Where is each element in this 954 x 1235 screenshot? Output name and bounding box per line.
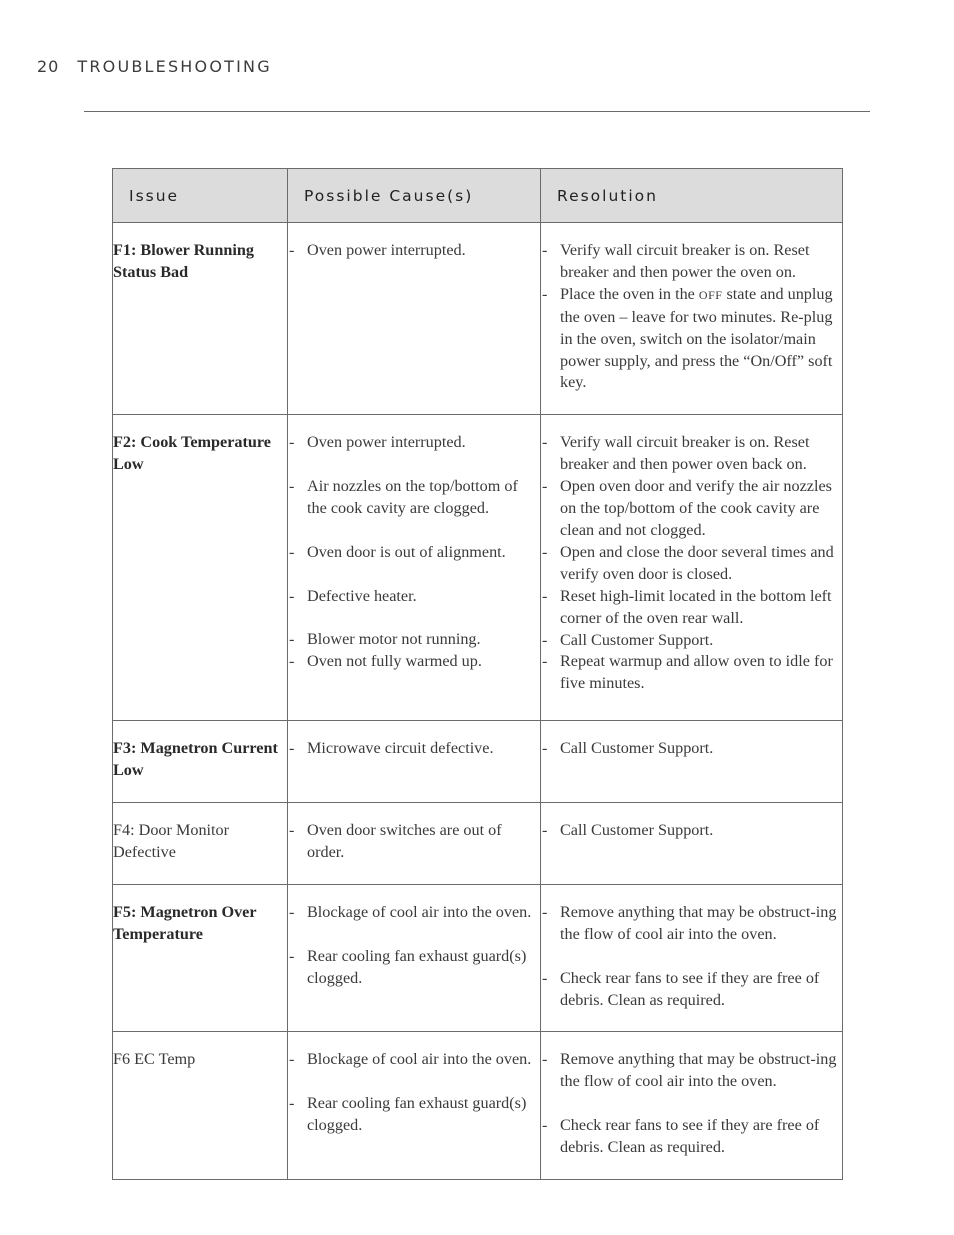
resolution-item: - Call Customer Support. [541,820,842,842]
cause-cell [288,223,541,415]
header-rule [84,111,870,112]
cause-cell [288,1032,541,1180]
issue-cell [113,884,288,1032]
resolution-cell [541,803,843,885]
cause-cell [288,884,541,1032]
cause-item: - Air nozzles on the top/bottom of the cook cavity are clogged. [288,476,540,520]
cause-item: - Rear cooling fan exhaust guard(s) clogged. [288,946,540,990]
resolution-item: - Open oven door and verify the air nozzles on the top/bottom of the cook cavity are clean and not clogged. [541,476,842,542]
resolution-item: - Remove anything that may be obstruct-ing the flow of cool air into the oven. [541,902,842,946]
resolution-item: - Call Customer Support. [541,630,842,652]
cause-item: - Oven not fully warmed up. [288,651,540,673]
table-row [113,884,843,1032]
issue-label: F5: Magnetron Over Temperature [113,902,257,943]
resolution-item: - Remove anything that may be obstruct-ing the flow of cool air into the oven. [541,1049,842,1093]
resolution-cell [541,223,843,415]
cause-item: - Blockage of cool air into the oven. [288,902,540,924]
issue-label: F4: Door Monitor Defective [113,821,230,862]
resolution-item: - Open and close the door several times and verify oven door is closed. [541,542,842,586]
cause-cell [288,803,541,885]
section-title: TROUBLESHOOTING [77,57,272,76]
cause-item: - Blower motor not running. [288,629,540,651]
resolution-item: - Verify wall circuit breaker is on. Reset breaker and then power the oven on. [541,240,842,284]
resolution-cell [541,721,843,803]
table-row [113,1032,843,1180]
cause-item: - Oven power interrupted. [288,432,540,454]
page-number: 20 [37,57,60,76]
issue-cell [113,415,288,721]
troubleshooting-table [112,168,843,1180]
table-row [113,415,843,721]
table-header-row [113,169,843,223]
issue-cell [113,1032,288,1180]
cause-item: - Oven door is out of alignment. [288,542,540,564]
column-header-causes: Possible Cause(s) [288,169,541,223]
issue-cell [113,223,288,415]
issue-label: F2: Cook Temperature Low [113,433,271,474]
cause-cell [288,415,541,721]
issue-cell [113,721,288,803]
page-header [37,57,272,76]
state-label: OFF [698,287,723,302]
cause-item: - Microwave circuit defective. [288,738,540,760]
cause-item: - Blockage of cool air into the oven. [288,1049,540,1071]
resolution-item: - Reset high-limit located in the bottom left corner of the oven rear wall. [541,586,842,630]
cause-item: - Oven door switches are out of order. [288,820,540,864]
resolution-item: - Check rear fans to see if they are free of debris. Clean as required. [541,1115,842,1159]
resolution-cell [541,884,843,1032]
issue-label: F3: Magnetron Current Low [113,739,278,780]
resolution-item: - Call Customer Support. [541,738,842,760]
issue-cell [113,803,288,885]
table-row [113,803,843,885]
issue-label: F6 EC Temp [113,1050,196,1069]
table-row [113,223,843,415]
cause-item: - Rear cooling fan exhaust guard(s) clogged. [288,1093,540,1137]
cause-item: - Oven power interrupted. [288,240,540,262]
resolution-item: - Check rear fans to see if they are free of debris. Clean as required. [541,968,842,1012]
resolution-cell [541,1032,843,1180]
resolution-item: - Verify wall circuit breaker is on. Reset breaker and then power oven back on. [541,432,842,476]
cause-cell [288,721,541,803]
cause-item: - Defective heater. [288,586,540,608]
column-header-issue: Issue [113,169,288,223]
resolution-item: - Place the oven in the OFF state and unplug the oven – leave for two minutes. Re-plug in the oven, switch on the isolator/main power supply, and press the “On/Off” soft key. [541,284,842,395]
resolution-item: - Repeat warmup and allow oven to idle for five minutes. [541,651,842,695]
column-header-resolution: Resolution [541,169,843,223]
table-row [113,721,843,803]
issue-label: F1: Blower Running Status Bad [113,241,254,281]
resolution-cell [541,415,843,721]
